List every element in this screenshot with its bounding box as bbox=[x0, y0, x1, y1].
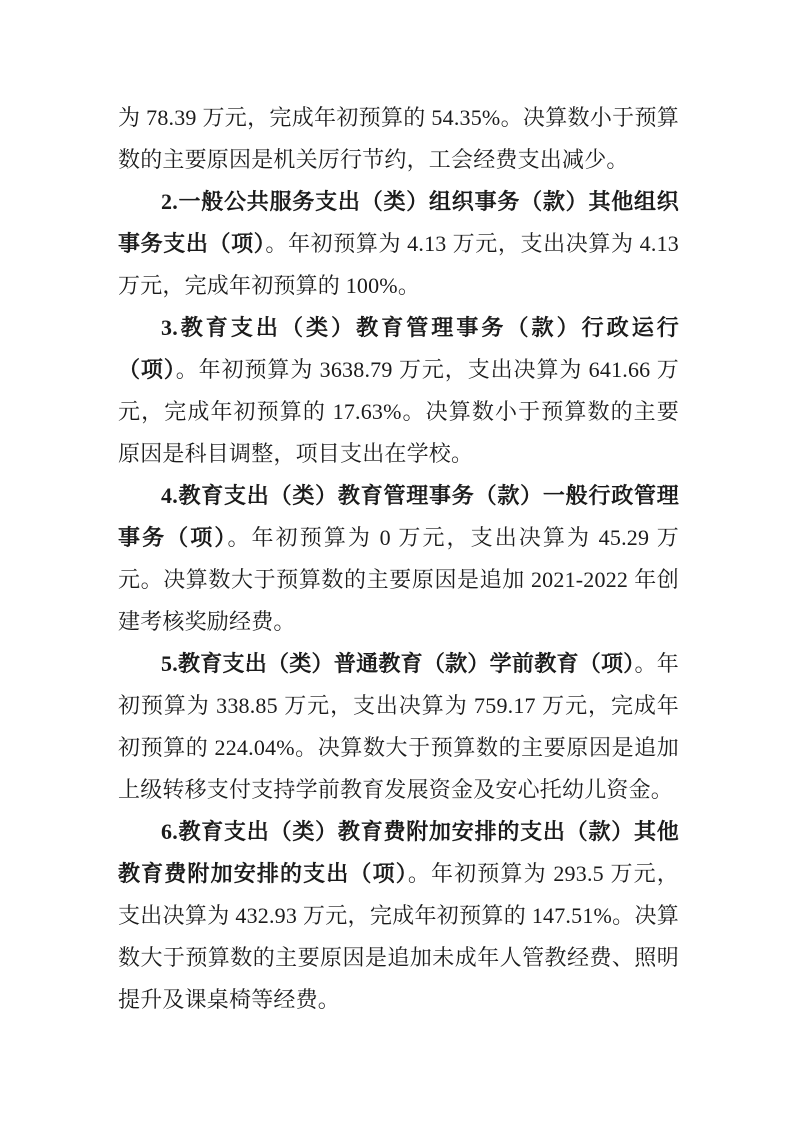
text-block bbox=[118, 97, 679, 1021]
section-4-heading: 4.教育支出（类）教育管理事务（款）一般行政管理事务（项） bbox=[118, 483, 679, 550]
paragraph-text: 。年初预算为 338.85 万元，支出决算为 759.17 万元，完成年初预算的 224.04%。决算数大于预算数的主要原因是追加上级转移支付支持学前教育发展资金及安心托幼儿资金。 bbox=[118, 651, 679, 802]
section-5-heading: 5.教育支出（类）普通教育（款）学前教育（项） bbox=[161, 651, 635, 676]
paragraph-text: 。年初预算为 3638.79 万元，支出决算为 641.66 万元，完成年初预算的 17.63%。决算数小于预算数的主要原因是科目调整，项目支出在学校。 bbox=[118, 357, 679, 466]
paragraph-text: 。年初预算为 4.13 万元，支出决算为 4.13 万元，完成年初预算的 100%。 bbox=[118, 231, 679, 298]
paragraph-section-4 bbox=[118, 475, 679, 643]
paragraph-section-6 bbox=[118, 811, 679, 1021]
paragraph-continuation bbox=[118, 97, 679, 181]
paragraph-text: 。年初预算为 0 万元，支出决算为 45.29 万元。决算数大于预算数的主要原因是追加 2021-2022 年创建考核奖励经费。 bbox=[118, 525, 679, 634]
section-2-heading: 2.一般公共服务支出（类）组织事务（款）其他组织事务支出（项） bbox=[118, 189, 679, 256]
paragraph-section-3 bbox=[118, 307, 679, 475]
paragraph-text: 为 78.39 万元，完成年初预算的 54.35%。决算数小于预算数的主要原因是机关厉行节约，工会经费支出减少。 bbox=[118, 105, 679, 172]
paragraph-section-2 bbox=[118, 181, 679, 307]
section-6-heading: 6.教育支出（类）教育费附加安排的支出（款）其他教育费附加安排的支出（项） bbox=[118, 819, 679, 886]
section-3-heading: 3.教育支出（类）教育管理事务（款）行政运行（项） bbox=[118, 315, 679, 382]
paragraph-text: 。年初预算为 293.5 万元，支出决算为 432.93 万元，完成年初预算的 147.51%。决算数大于预算数的主要原因是追加未成年人管教经费、照明提升及课桌椅等经费。 bbox=[118, 861, 679, 1012]
paragraph-section-5 bbox=[118, 643, 679, 811]
